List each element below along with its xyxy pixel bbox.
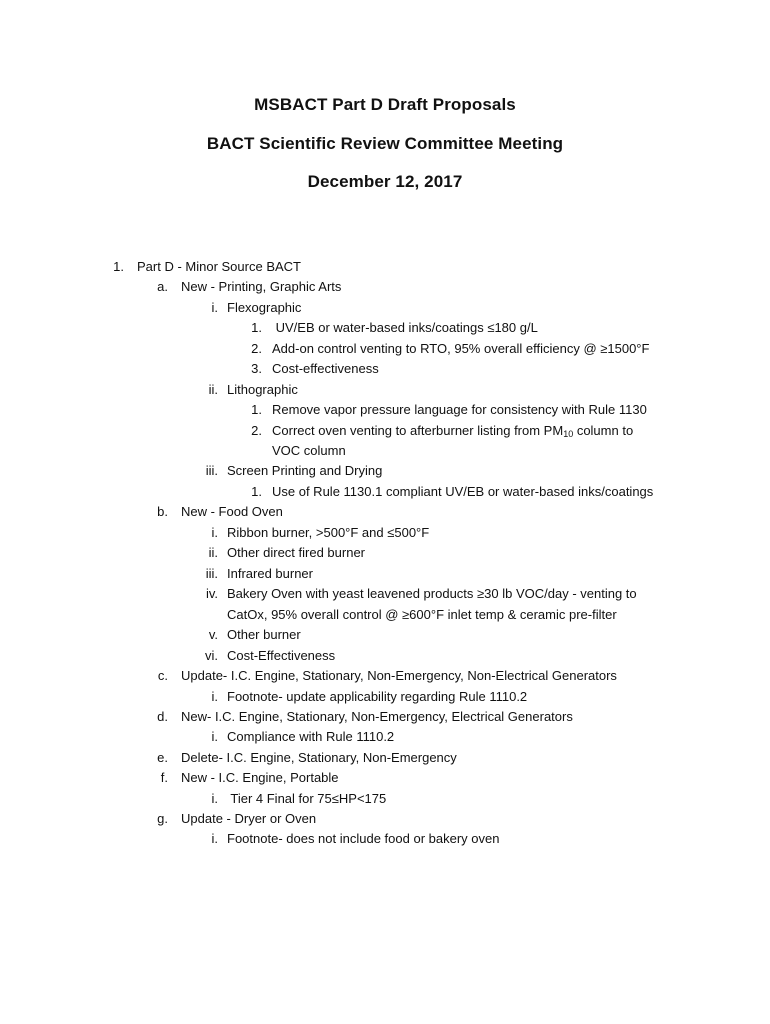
list-item-text: Footnote- does not include food or bakery oven <box>227 831 500 846</box>
list-item-text: Lithographic <box>227 382 298 397</box>
list-item-text: Footnote- update applicability regarding Rule 1110.2 <box>227 689 528 704</box>
list-marker: c. <box>157 668 168 683</box>
list-marker: a. <box>157 279 168 294</box>
list-item-text: Screen Printing and Drying <box>227 463 383 478</box>
list-item-text: UV/EB or water-based inks/coatings ≤180 g/L <box>272 320 538 335</box>
list-item-text: Part D - Minor Source BACT <box>137 259 301 274</box>
subscript: 10 <box>563 429 574 439</box>
list-marker: i. <box>211 689 218 704</box>
list-item-text: Bakery Oven with yeast leavened products ≥30 lb VOC/day - venting to <box>227 586 637 601</box>
list-marker: i. <box>211 525 218 540</box>
list-marker: iv. <box>205 586 218 601</box>
document-subtitle: BACT Scientific Review Committee Meeting <box>206 134 564 153</box>
list-marker: 3. <box>251 361 262 376</box>
list-marker: 2. <box>251 341 262 356</box>
list-item-text: New - Food Oven <box>181 504 283 519</box>
list-marker: iii. <box>205 463 218 478</box>
text-part: Correct oven venting to afterburner listing from PM <box>272 423 564 438</box>
list-item-text: Other burner <box>227 627 301 642</box>
list-item-text: Infrared burner <box>227 566 313 581</box>
list-item-text: Tier 4 Final for 75≤HP<175 <box>227 791 387 806</box>
list-item-text: New - Printing, Graphic Arts <box>181 279 342 294</box>
list-marker: ii. <box>208 382 218 397</box>
list-marker: g. <box>157 811 168 826</box>
list-item-text: New - I.C. Engine, Portable <box>181 770 339 785</box>
list-marker: 1. <box>251 402 262 417</box>
list-marker: 1. <box>251 484 262 499</box>
list-marker: i. <box>211 300 218 315</box>
list-marker: 1. <box>113 259 124 274</box>
list-marker: vi. <box>205 648 218 663</box>
list-marker: i. <box>211 791 218 806</box>
list-item-text: Flexographic <box>227 300 302 315</box>
list-item-text: Remove vapor pressure language for consistency with Rule 1130 <box>272 402 647 417</box>
document-title: MSBACT Part D Draft Proposals <box>254 95 516 114</box>
list-marker: 1. <box>251 320 262 335</box>
list-item-text <box>272 423 633 440</box>
list-item-text: Cost-Effectiveness <box>227 648 336 663</box>
list-item-text: Ribbon burner, >500°F and ≤500°F <box>227 525 430 540</box>
list-item-text: Add-on control venting to RTO, 95% overall efficiency @ ≥1500°F <box>272 341 650 356</box>
list-marker: f. <box>160 770 168 785</box>
list-marker: v. <box>208 627 218 642</box>
list-item-text: Cost-effectiveness <box>272 361 379 376</box>
list-marker: iii. <box>205 566 218 581</box>
list-marker: 2. <box>251 423 262 438</box>
list-item-text: VOC column <box>272 443 346 458</box>
list-item-text: Delete- I.C. Engine, Stationary, Non-Emergency <box>181 750 457 765</box>
list-item-text: New- I.C. Engine, Stationary, Non-Emergency, Electrical Generators <box>181 709 573 724</box>
document-date: December 12, 2017 <box>307 172 463 191</box>
list-marker: d. <box>157 709 168 724</box>
list-item-text: Update - Dryer or Oven <box>181 811 317 826</box>
list-marker: e. <box>157 750 168 765</box>
list-marker: i. <box>211 831 218 846</box>
list-item-text: Update- I.C. Engine, Stationary, Non-Emergency, Non-Electrical Generators <box>181 668 617 683</box>
list-marker: ii. <box>208 545 218 560</box>
list-item-text: Compliance with Rule 1110.2 <box>227 729 395 744</box>
list-item-text: Other direct fired burner <box>227 545 366 560</box>
text-part: column to <box>573 423 634 438</box>
list-marker: b. <box>157 504 168 519</box>
list-item-text: CatOx, 95% overall control @ ≥600°F inlet temp & ceramic pre-filter <box>227 607 617 622</box>
list-marker: i. <box>211 729 218 744</box>
list-item-text: Use of Rule 1130.1 compliant UV/EB or water-based inks/coatings <box>272 484 654 499</box>
